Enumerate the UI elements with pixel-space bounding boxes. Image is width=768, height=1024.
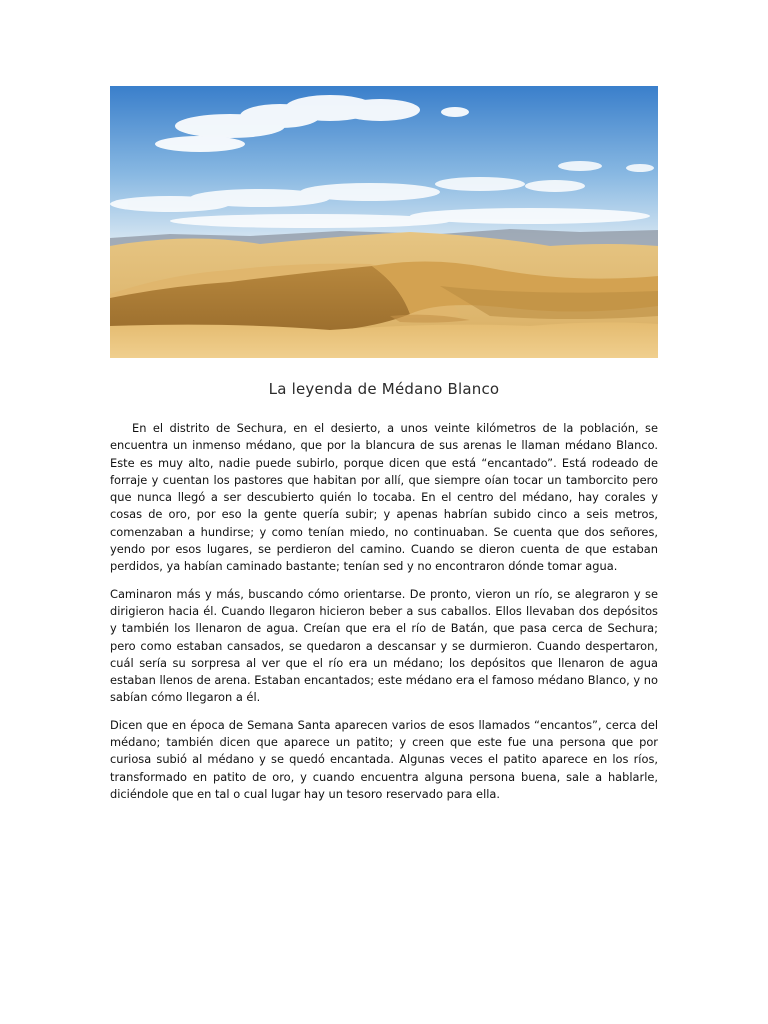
desert-dunes-photo: [110, 86, 658, 358]
document-body: [110, 420, 658, 813]
paragraph-2: Caminaron más y más, buscando cómo orientarse. De pronto, vieron un río, se alegraron y se dirigieron hacia él. Cuando llegaron hicieron beber a sus caballos. Ellos llevaban dos depósitos y también los llenaron de agua. Creían que era el río de Batán, que pasa cerca de Sechura; pero como estaban cansados, se quedaron a descansar y se durmieron. Cuando despertaron, cuál sería su sorpresa al ver que el río era un médano; los depósitos que llenaron de agua estaban llenos de arena. Estaban encantados; este médano era el famoso médano Blanco, y no sabían cómo llegaron a él.: [110, 586, 658, 705]
desert-dunes-illustration: [110, 86, 658, 358]
paragraph-1: En el distrito de Sechura, en el desierto, a unos veinte kilómetros de la población, se encuentra un inmenso médano, que por la blancura de sus arenas le llaman médano Blanco. Este es muy alto, nadie puede subirlo, porque dicen que está “encantado”. Está rodeado de forraje y cuentan los pastores que habitan por allí, que siempre oían tocar un tamborcito pero que nunca llegó a ser descubierto quién lo tocaba. En el centro del médano, hay corales y cosas de oro, por eso la gente quería subir; y apenas habrían subido cinco a seis metros, comenzaban a hundirse; y como tenían miedo, no continuaban. Se cuenta que dos señores, yendo por esos lugares, se perdieron del camino. Cuando se dieron cuenta de que estaban perdidos, ya habían caminado bastante; tenían sed y no encontraron dónde tomar agua.: [110, 421, 658, 574]
paragraph-3: Dicen que en época de Semana Santa aparecen varios de esos llamados “encantos”, cerca del médano; también dicen que aparece un patito; y creen que este fue una persona que por curiosa subió al médano y se quedó encantada. Algunas veces el patito aparece en los ríos, transformado en patito de oro, y cuando encuentra alguna persona buena, sale a hablarle, diciéndole que en tal o cual lugar hay un tesoro reservado para ella.: [110, 717, 658, 801]
document-title: La leyenda de Médano Blanco: [268, 380, 500, 398]
